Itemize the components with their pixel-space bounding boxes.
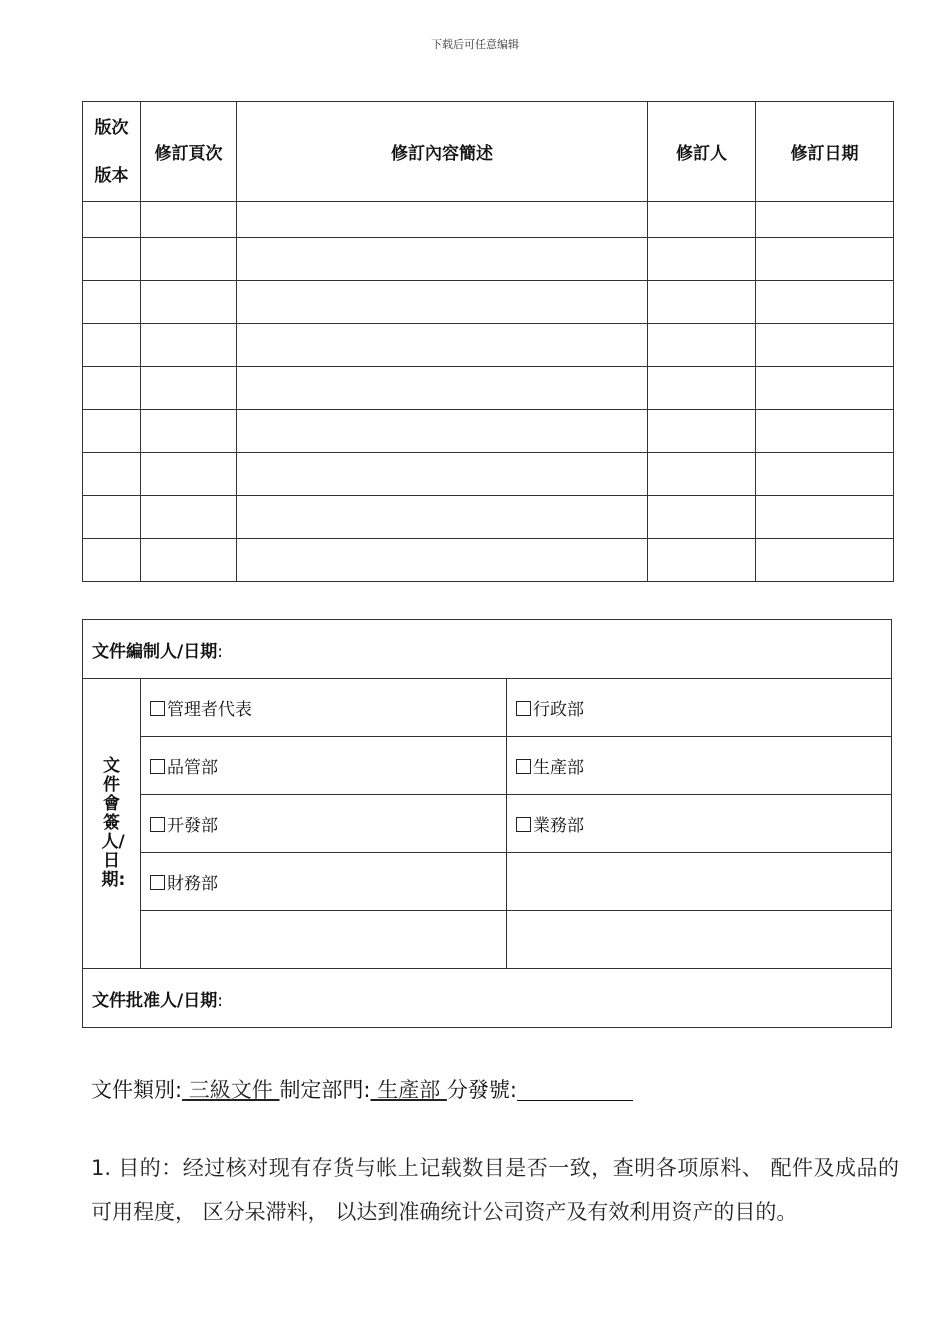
revision-table [82,101,894,582]
empty-cell [507,911,892,969]
distribution-label: 分發號: [446,1078,517,1102]
reviser-header: 修訂人 [648,102,756,202]
dept-cell[interactable] [141,795,507,853]
table-cell[interactable] [756,202,894,238]
page-header: 修訂頁次 [141,102,237,202]
checkbox-icon[interactable] [150,701,165,716]
countersign-label-cell [83,679,141,969]
checkbox-icon[interactable] [516,817,531,832]
table-cell[interactable] [83,539,141,582]
table-row [83,202,894,238]
dept-cell[interactable] [141,853,507,911]
table-row [83,281,894,324]
table-cell[interactable] [648,496,756,539]
table-cell[interactable] [237,281,648,324]
dept-cell[interactable] [141,679,507,737]
table-cell[interactable] [83,453,141,496]
table-cell[interactable] [237,410,648,453]
table-cell[interactable] [648,238,756,281]
signoff-table [82,619,892,1028]
table-row [83,324,894,367]
version-header [83,102,141,202]
dept-cell[interactable] [507,737,892,795]
checkbox-icon[interactable] [150,875,165,890]
table-cell[interactable] [756,496,894,539]
dept-label: 开發部 [167,816,218,836]
table-row [83,539,894,582]
table-cell[interactable] [141,410,237,453]
dept-label: 品管部 [167,758,218,778]
table-cell[interactable] [756,539,894,582]
table-row [83,367,894,410]
dept-label: 業務部 [533,816,584,836]
table-cell[interactable] [141,367,237,410]
table-cell[interactable] [83,281,141,324]
table-cell[interactable] [83,324,141,367]
department-label: 制定部門: [279,1078,371,1102]
table-cell[interactable] [756,281,894,324]
dept-label: 財務部 [167,874,218,894]
approver-row [83,969,892,1028]
table-cell[interactable] [648,410,756,453]
content-header: 修訂內容簡述 [237,102,648,202]
table-cell[interactable] [141,238,237,281]
date-header: 修訂日期 [756,102,894,202]
editor-row [83,620,892,679]
table-cell[interactable] [237,539,648,582]
version-header-line2: 版本 [94,165,129,186]
table-cell[interactable] [141,281,237,324]
editor-label: 文件編制人/日期 [92,641,218,662]
header-note: 下载后可任意编辑 [431,38,519,51]
dept-cell[interactable] [507,679,892,737]
table-cell[interactable] [648,367,756,410]
category-label: 文件類別: [91,1078,183,1102]
department-value: 生產部 [370,1078,447,1102]
table-cell[interactable] [83,367,141,410]
dept-label: 生產部 [533,758,584,778]
table-cell[interactable] [237,367,648,410]
table-cell[interactable] [237,453,648,496]
table-cell[interactable] [756,367,894,410]
approver-label: 文件批准人/日期 [92,990,218,1011]
table-cell[interactable] [83,410,141,453]
dept-label: 管理者代表 [167,700,252,720]
table-row [83,238,894,281]
table-cell[interactable] [648,202,756,238]
table-cell[interactable] [756,410,894,453]
table-row [83,410,894,453]
countersign-label: 文件會簽人/日期: [101,756,126,890]
table-cell[interactable] [648,281,756,324]
approver-colon: : [217,990,223,1011]
table-cell[interactable] [141,324,237,367]
table-cell[interactable] [237,202,648,238]
table-cell[interactable] [756,238,894,281]
table-cell[interactable] [648,324,756,367]
version-header-line1: 版次 [94,117,129,138]
revision-header-row [83,102,894,202]
table-row [83,453,894,496]
purpose-paragraph: 1. 目的：经过核对现有存货与帐上记载数目是否一致，查明各项原料、 配件及成品的可用程度， 区分呆滞料， 以达到准确统计公司资产及有效利用资产的目的。 [91,1156,899,1224]
table-cell[interactable] [141,453,237,496]
table-cell[interactable] [237,238,648,281]
table-cell[interactable] [83,496,141,539]
table-cell[interactable] [756,453,894,496]
table-cell[interactable] [141,539,237,582]
dept-label: 行政部 [533,700,584,720]
empty-cell [141,911,507,969]
table-cell[interactable] [141,202,237,238]
table-cell[interactable] [83,202,141,238]
checkbox-icon[interactable] [516,759,531,774]
editor-colon: : [217,641,223,662]
checkbox-icon[interactable] [150,817,165,832]
document-class-line [91,1074,633,1104]
dept-cell[interactable] [507,795,892,853]
table-cell[interactable] [237,324,648,367]
table-cell[interactable] [83,238,141,281]
empty-cell [507,853,892,911]
table-row [83,496,894,539]
checkbox-icon[interactable] [150,759,165,774]
table-cell[interactable] [648,539,756,582]
category-value: 三級文件 [182,1078,280,1102]
dept-cell[interactable] [141,737,507,795]
table-cell[interactable] [141,496,237,539]
table-cell[interactable] [648,453,756,496]
table-cell[interactable] [756,324,894,367]
table-cell[interactable] [237,496,648,539]
distribution-blank[interactable] [517,1078,633,1101]
checkbox-icon[interactable] [516,701,531,716]
